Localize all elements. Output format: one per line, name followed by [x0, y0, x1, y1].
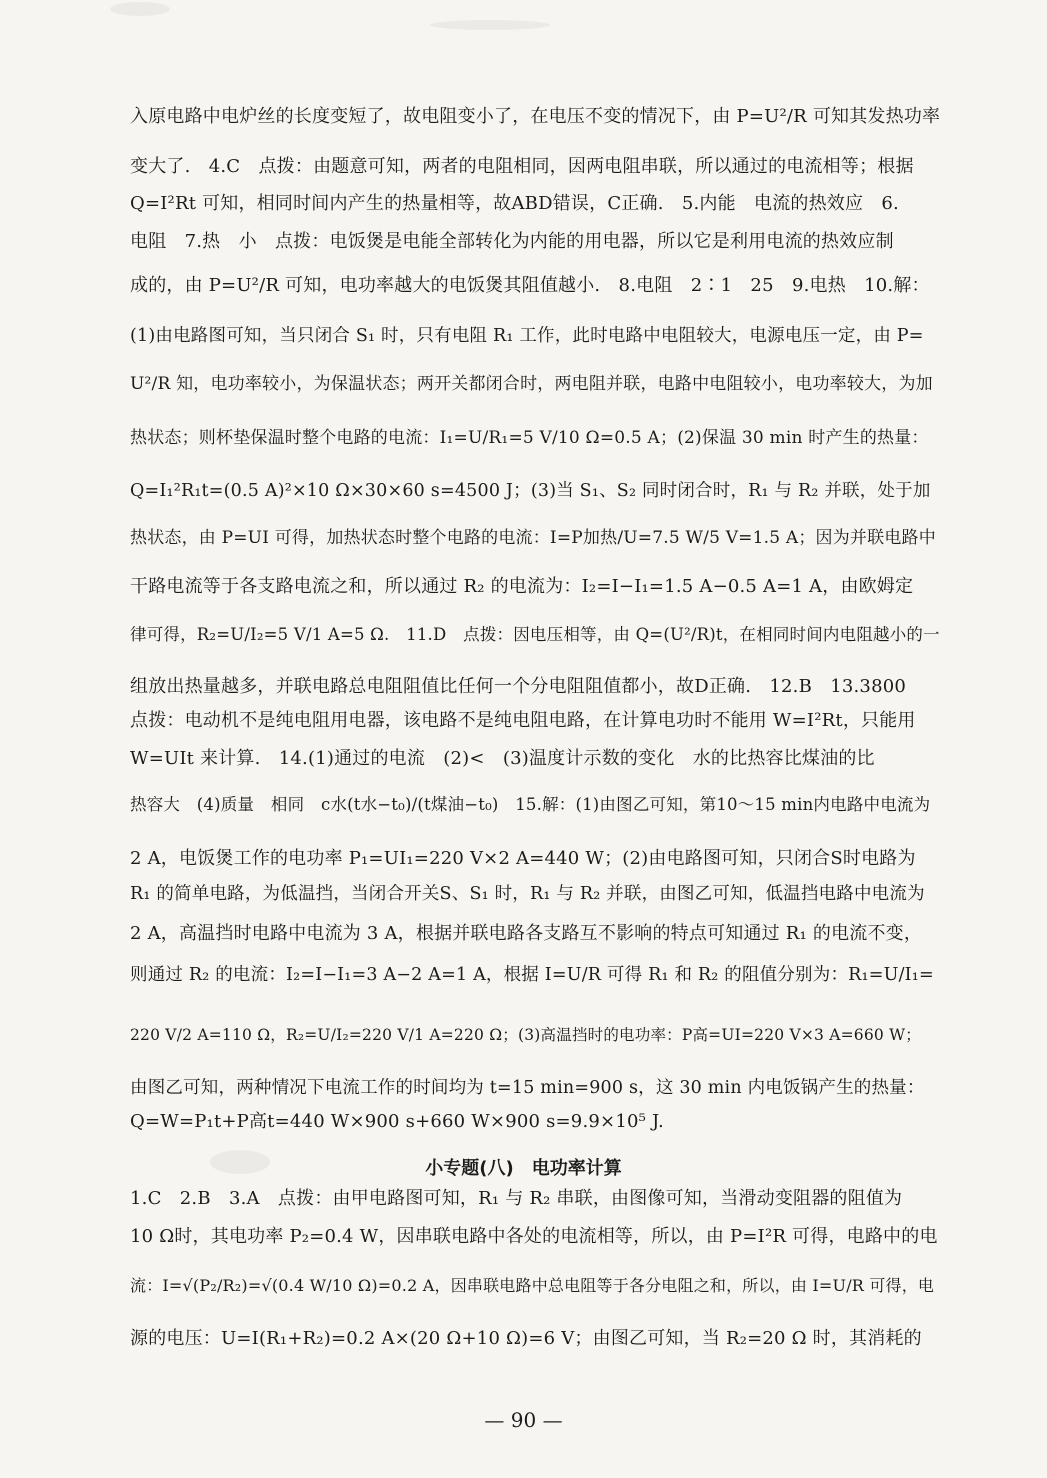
- text-line-15: W=UIt 来计算. 14.(1)通过的电流 (2)< (3)温度计示数的变化 水的比热容比煤油的比: [130, 748, 875, 769]
- text-line-1: 入原电路中电炉丝的长度变短了，故电阻变小了，在电压不变的情况下，由 P=U²/R 可知其发热功率: [130, 106, 941, 127]
- text-line-18: R₁ 的简单电路，为低温挡，当闭合开关S、S₁ 时，R₁ 与 R₂ 并联，由图乙可知，低温挡电路中电流为: [130, 884, 925, 904]
- text-line-23: Q=W=P₁t+P高t=440 W×900 s+660 W×900 s=9.9×10⁵ J.: [130, 1111, 664, 1132]
- text-line-17: 2 A，电饭煲工作的电功率 P₁=UI₁=220 V×2 A=440 W；(2)由电路图可知，只闭合S时电路为: [130, 848, 916, 869]
- text-line-19: 2 A，高温挡时电路中电流为 3 A，根据并联电路各支路互不影响的特点可知通过 R₁ 的电流不变，: [130, 923, 923, 944]
- text-line-8: 热状态；则杯垫保温时整个电路的电流：I₁=U/R₁=5 V/10 Ω=0.5 A；(2)保温 30 min 时产生的热量：: [130, 428, 929, 448]
- text-line-24: 1.C 2.B 3.A 点拨：由甲电路图可知，R₁ 与 R₂ 串联，由图像可知，当滑动变阻器的阻值为: [130, 1188, 903, 1209]
- text-line-2: 变大了. 4.C 点拨：由题意可知，两者的电阻相同，因两电阻串联，所以通过的电流相等；根据: [130, 156, 914, 177]
- text-line-21: 220 V/2 A=110 Ω，R₂=U/I₂=220 V/1 A=220 Ω；(3)高温挡时的电功率：P高=UI=220 V×3 A=660 W；: [130, 1026, 921, 1044]
- text-line-7: U²/R 知，电功率较小，为保温状态；两开关都闭合时，两电阻并联，电路中电阻较小，电功率较大，为加: [130, 374, 933, 394]
- page-number: — 90 —: [484, 1408, 563, 1432]
- text-line-9: Q=I₁²R₁t=(0.5 A)²×10 Ω×30×60 s=4500 J；(3)当 S₁、S₂ 同时闭合时，R₁ 与 R₂ 并联，处于加: [130, 481, 931, 501]
- text-line-27: 源的电压：U=I(R₁+R₂)=0.2 A×(20 Ω+10 Ω)=6 V；由图乙可知，当 R₂=20 Ω 时，其消耗的: [130, 1328, 922, 1349]
- text-line-26: 流：I=√(P₂/R₂)=√(0.4 W/10 Ω)=0.2 A，因串联电路中总电阻等于各分电阻之和，所以，由 I=U/R 可得，电: [130, 1276, 935, 1295]
- text-line-5: 成的，由 P=U²/R 可知，电功率越大的电饭煲其阻值越小. 8.电阻 2∶1 25 9.电热 10.解：: [130, 275, 930, 296]
- text-line-11: 干路电流等于各支路电流之和，所以通过 R₂ 的电流为：I₂=I−I₁=1.5 A−0.5 A=1 A，由欧姆定: [130, 576, 914, 597]
- text-line-22: 由图乙可知，两种情况下电流工作的时间均为 t=15 min=900 s，这 30 min 内电饭锅产生的热量：: [130, 1078, 925, 1098]
- text-line-25: 10 Ω时，其电功率 P₂=0.4 W，因串联电路中各处的电流相等，所以，由 P=I²R 可得，电路中的电: [130, 1226, 938, 1247]
- text-line-12: 律可得，R₂=U/I₂=5 V/1 A=5 Ω. 11.D 点拨：因电压相等，由 Q=(U²/R)t，在相同时间内电阻越小的一: [130, 625, 940, 644]
- text-line-20: 则通过 R₂ 的电流：I₂=I−I₁=3 A−2 A=1 A，根据 I=U/R 可得 R₁ 和 R₂ 的阻值分别为：R₁=U/I₁=: [130, 965, 934, 985]
- text-line-13: 组放出热量越多，并联电路总电阻阻值比任何一个分电阻阻值都小，故D正确. 12.B 13.3800: [130, 676, 907, 697]
- section-title: 小专题(八) 电功率计算: [425, 1158, 622, 1179]
- text-line-10: 热状态，由 P=UI 可得，加热状态时整个电路的电流：I=P加热/U=7.5 W/5 V=1.5 A；因为并联电路中: [130, 528, 936, 548]
- text-line-16: 热容大 (4)质量 相同 c水(t水−t₀)/(t煤油−t₀) 15.解：(1)由图乙可知，第10～15 min内电路中电流为: [130, 795, 931, 814]
- text-line-6: (1)由电路图可知，当只闭合 S₁ 时，只有电阻 R₁ 工作，此时电路中电阻较大，电源电压一定，由 P=: [130, 326, 924, 346]
- text-line-4: 电阻 7.热 小 点拨：电饭煲是电能全部转化为内能的用电器，所以它是利用电流的热效应制: [130, 231, 894, 252]
- text-line-3: Q=I²Rt 可知，相同时间内产生的热量相等，故ABD错误，C正确. 5.内能 电流的热效应 6.: [130, 193, 899, 214]
- text-line-14: 点拨：电动机不是纯电阻用电器，该电路不是纯电阻电路，在计算电功时不能用 W=I²Rt，只能用: [130, 710, 916, 731]
